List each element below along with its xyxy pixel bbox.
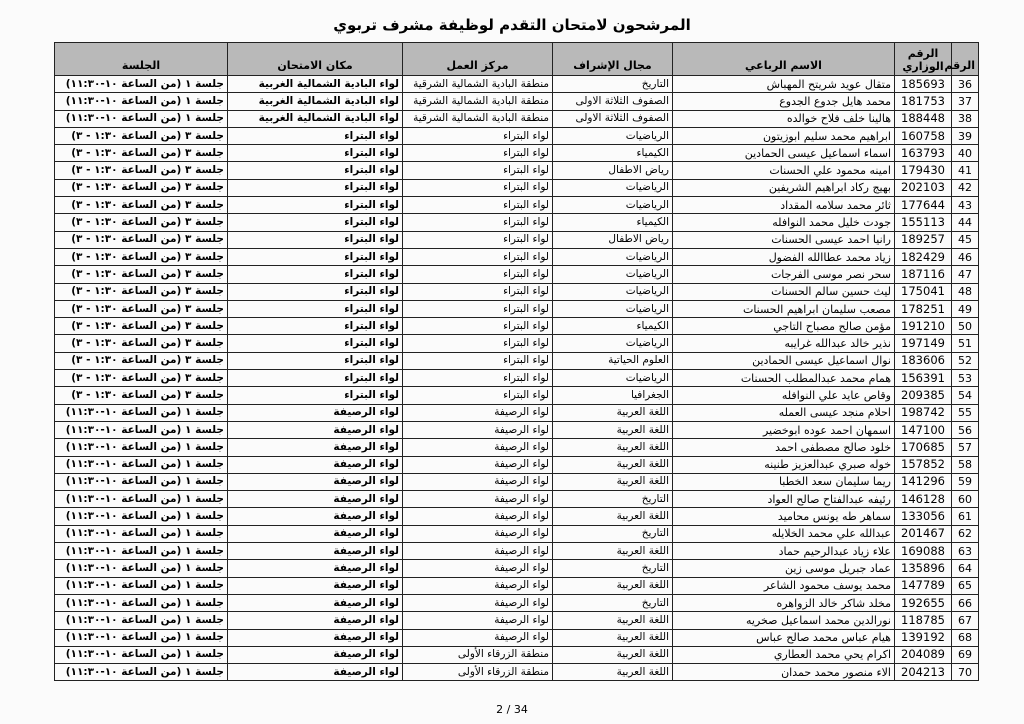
session: جلسة ٣ (من الساعة ١:٣٠ - ٣) — [55, 370, 228, 387]
work-center: لواء البتراء — [403, 179, 553, 196]
row-number: 49 — [952, 300, 979, 317]
exam-location: لواء البتراء — [228, 145, 403, 162]
row-number: 47 — [952, 266, 979, 283]
national-number: 133056 — [895, 508, 952, 525]
table-row — [55, 266, 979, 283]
supervision-field: الكيمياء — [553, 145, 673, 162]
row-number: 48 — [952, 283, 979, 300]
national-number: 147100 — [895, 421, 952, 438]
full-name: متقال عويد شريتح المهباش — [673, 76, 895, 93]
work-center: لواء الرصيفة — [403, 594, 553, 611]
work-center: لواء البتراء — [403, 127, 553, 144]
session: جلسة ١ (من الساعة ١٠-١١:٣٠) — [55, 491, 228, 508]
exam-location: لواء البتراء — [228, 283, 403, 300]
exam-location: لواء البادية الشمالية الغربية — [228, 76, 403, 93]
national-number: 118785 — [895, 612, 952, 629]
work-center: منطقة البادية الشمالية الشرقية — [403, 76, 553, 93]
row-number: 67 — [952, 612, 979, 629]
national-number: 189257 — [895, 231, 952, 248]
supervision-field: التاريخ — [553, 76, 673, 93]
full-name: خوله صبري عبدالعزيز طنينه — [673, 456, 895, 473]
full-name: ريما سليمان سعد الخطبا — [673, 473, 895, 490]
full-name: محمد هايل جدوع الجدوع — [673, 93, 895, 110]
row-number: 51 — [952, 335, 979, 352]
supervision-field: الرياضيات — [553, 335, 673, 352]
row-number: 59 — [952, 473, 979, 490]
row-number: 65 — [952, 577, 979, 594]
supervision-field: التاريخ — [553, 560, 673, 577]
national-number: 175041 — [895, 283, 952, 300]
row-number: 66 — [952, 594, 979, 611]
exam-location: لواء البتراء — [228, 197, 403, 214]
header-exam: مكان الامتحان — [228, 43, 403, 76]
table-row — [55, 318, 979, 335]
table-row — [55, 456, 979, 473]
table-row — [55, 473, 979, 490]
session: جلسة ١ (من الساعة ١٠-١١:٣٠) — [55, 664, 228, 681]
national-number: 147789 — [895, 577, 952, 594]
exam-location: لواء البتراء — [228, 318, 403, 335]
table-row — [55, 543, 979, 560]
full-name: همام محمد عبدالمطلب الحسنات — [673, 370, 895, 387]
work-center: لواء الرصيفة — [403, 560, 553, 577]
supervision-field: الصفوف الثلاثة الاولى — [553, 93, 673, 110]
full-name: رئيفه عبدالفتاح صالح العواد — [673, 491, 895, 508]
table-row — [55, 197, 979, 214]
national-number: 201467 — [895, 525, 952, 542]
work-center: لواء الرصيفة — [403, 456, 553, 473]
row-number: 62 — [952, 525, 979, 542]
exam-location: لواء الرصيفة — [228, 456, 403, 473]
work-center: لواء الرصيفة — [403, 491, 553, 508]
full-name: اسماء اسماعيل عيسى الحمادين — [673, 145, 895, 162]
work-center: لواء البتراء — [403, 266, 553, 283]
exam-location: لواء الرصيفة — [228, 508, 403, 525]
session: جلسة ١ (من الساعة ١٠-١١:٣٠) — [55, 525, 228, 542]
full-name: امينه محمود علي الحسنات — [673, 162, 895, 179]
full-name: زياد محمد عطاالله الفضول — [673, 248, 895, 265]
table-row — [55, 214, 979, 231]
national-number: 160758 — [895, 127, 952, 144]
supervision-field: الرياضيات — [553, 283, 673, 300]
supervision-field: الرياضيات — [553, 197, 673, 214]
work-center: لواء الرصيفة — [403, 421, 553, 438]
work-center: لواء الرصيفة — [403, 439, 553, 456]
row-number: 50 — [952, 318, 979, 335]
session: جلسة ٣ (من الساعة ١:٣٠ - ٣) — [55, 179, 228, 196]
supervision-field: اللغة العربية — [553, 646, 673, 663]
table-row — [55, 577, 979, 594]
supervision-field: الصفوف الثلاثة الاولى — [553, 110, 673, 127]
full-name: الاء منصور محمد حمدان — [673, 664, 895, 681]
table-row — [55, 594, 979, 611]
session: جلسة ٣ (من الساعة ١:٣٠ - ٣) — [55, 162, 228, 179]
supervision-field: اللغة العربية — [553, 612, 673, 629]
full-name: احلام منجد عيسى العمله — [673, 404, 895, 421]
exam-location: لواء الرصيفة — [228, 612, 403, 629]
work-center: لواء البتراء — [403, 387, 553, 404]
work-center: لواء البتراء — [403, 145, 553, 162]
work-center: لواء الرصيفة — [403, 612, 553, 629]
supervision-field: الكيمياء — [553, 214, 673, 231]
work-center: منطقة البادية الشمالية الشرقية — [403, 93, 553, 110]
session: جلسة ١ (من الساعة ١٠-١١:٣٠) — [55, 577, 228, 594]
row-number: 46 — [952, 248, 979, 265]
row-number: 37 — [952, 93, 979, 110]
row-number: 55 — [952, 404, 979, 421]
national-number: 177644 — [895, 197, 952, 214]
exam-location: لواء الرصيفة — [228, 543, 403, 560]
work-center: لواء البتراء — [403, 352, 553, 369]
supervision-field: العلوم الحياتية — [553, 352, 673, 369]
table-row — [55, 491, 979, 508]
row-number: 58 — [952, 456, 979, 473]
row-number: 42 — [952, 179, 979, 196]
table-row — [55, 560, 979, 577]
work-center: منطقة الزرقاء الأولى — [403, 664, 553, 681]
national-number: 156391 — [895, 370, 952, 387]
exam-location: لواء الرصيفة — [228, 646, 403, 663]
table-row — [55, 335, 979, 352]
work-center: لواء البتراء — [403, 231, 553, 248]
exam-location: لواء البتراء — [228, 266, 403, 283]
exam-location: لواء البتراء — [228, 370, 403, 387]
exam-location: لواء البتراء — [228, 387, 403, 404]
session: جلسة ١ (من الساعة ١٠-١١:٣٠) — [55, 560, 228, 577]
work-center: لواء البتراء — [403, 335, 553, 352]
table-row — [55, 145, 979, 162]
supervision-field: اللغة العربية — [553, 664, 673, 681]
session: جلسة ١ (من الساعة ١٠-١١:٣٠) — [55, 110, 228, 127]
supervision-field: اللغة العربية — [553, 439, 673, 456]
national-number: 170685 — [895, 439, 952, 456]
header-work: مركز العمل — [403, 43, 553, 76]
national-number: 179430 — [895, 162, 952, 179]
table-row — [55, 162, 979, 179]
work-center: لواء البتراء — [403, 162, 553, 179]
row-number: 69 — [952, 646, 979, 663]
exam-location: لواء الرصيفة — [228, 491, 403, 508]
national-number: 197149 — [895, 335, 952, 352]
table-row — [55, 387, 979, 404]
work-center: لواء الرصيفة — [403, 508, 553, 525]
session: جلسة ٣ (من الساعة ١:٣٠ - ٣) — [55, 283, 228, 300]
table-row — [55, 110, 979, 127]
work-center: لواء البتراء — [403, 214, 553, 231]
row-number: 44 — [952, 214, 979, 231]
supervision-field: الرياضيات — [553, 248, 673, 265]
exam-location: لواء البتراء — [228, 335, 403, 352]
session: جلسة ١ (من الساعة ١٠-١١:٣٠) — [55, 456, 228, 473]
supervision-field: اللغة العربية — [553, 421, 673, 438]
supervision-field: رياض الاطفال — [553, 162, 673, 179]
session: جلسة ١ (من الساعة ١٠-١١:٣٠) — [55, 508, 228, 525]
row-number: 60 — [952, 491, 979, 508]
row-number: 64 — [952, 560, 979, 577]
session: جلسة ١ (من الساعة ١٠-١١:٣٠) — [55, 421, 228, 438]
header-field: مجال الإشراف — [553, 43, 673, 76]
session: جلسة ٣ (من الساعة ١:٣٠ - ٣) — [55, 197, 228, 214]
supervision-field: اللغة العربية — [553, 629, 673, 646]
full-name: عبدالله علي محمد الخلايله — [673, 525, 895, 542]
row-number: 68 — [952, 629, 979, 646]
national-number: 191210 — [895, 318, 952, 335]
national-number: 183606 — [895, 352, 952, 369]
exam-location: لواء الرصيفة — [228, 421, 403, 438]
supervision-field: الرياضيات — [553, 370, 673, 387]
national-number: 192655 — [895, 594, 952, 611]
national-number: 141296 — [895, 473, 952, 490]
table-row — [55, 370, 979, 387]
table-row — [55, 300, 979, 317]
session: جلسة ٣ (من الساعة ١:٣٠ - ٣) — [55, 387, 228, 404]
work-center: لواء البتراء — [403, 318, 553, 335]
row-number: 41 — [952, 162, 979, 179]
national-number: 188448 — [895, 110, 952, 127]
session: جلسة ١ (من الساعة ١٠-١١:٣٠) — [55, 612, 228, 629]
national-number: 139192 — [895, 629, 952, 646]
supervision-field: الرياضيات — [553, 300, 673, 317]
full-name: ثائر محمد سلامه المقداد — [673, 197, 895, 214]
session: جلسة ١ (من الساعة ١٠-١١:٣٠) — [55, 473, 228, 490]
table-row — [55, 508, 979, 525]
work-center: لواء البتراء — [403, 370, 553, 387]
national-number: 155113 — [895, 214, 952, 231]
full-name: ابراهيم محمد سليم ابوزيتون — [673, 127, 895, 144]
header-national-line1: الرقم — [907, 47, 939, 60]
page-title: المرشحون لامتحان التقدم لوظيفة مشرف تربوي — [333, 16, 691, 34]
table-row — [55, 76, 979, 93]
national-number: 209385 — [895, 387, 952, 404]
full-name: مؤمن صالح مصباح التاجي — [673, 318, 895, 335]
table-row — [55, 439, 979, 456]
work-center: لواء الرصيفة — [403, 525, 553, 542]
supervision-field: الرياضيات — [553, 127, 673, 144]
national-number: 187116 — [895, 266, 952, 283]
national-number: 181753 — [895, 93, 952, 110]
supervision-field: رياض الاطفال — [553, 231, 673, 248]
table-row — [55, 231, 979, 248]
table-row — [55, 664, 979, 681]
work-center: لواء الرصيفة — [403, 473, 553, 490]
supervision-field: الكيمياء — [553, 318, 673, 335]
session: جلسة ١ (من الساعة ١٠-١١:٣٠) — [55, 543, 228, 560]
session: جلسة ٣ (من الساعة ١:٣٠ - ٣) — [55, 300, 228, 317]
exam-location: لواء البتراء — [228, 127, 403, 144]
full-name: خلود صالح مصطفى احمد — [673, 439, 895, 456]
full-name: سحر نصر موسى الفرجات — [673, 266, 895, 283]
supervision-field: التاريخ — [553, 594, 673, 611]
full-name: بهيج ركاد ابراهيم الشريفين — [673, 179, 895, 196]
full-name: نورالدين محمد اسماعيل صخريه — [673, 612, 895, 629]
exam-location: لواء الرصيفة — [228, 560, 403, 577]
national-number: 163793 — [895, 145, 952, 162]
national-number: 135896 — [895, 560, 952, 577]
exam-location: لواء الرصيفة — [228, 525, 403, 542]
candidates-table — [54, 42, 979, 681]
row-number: 53 — [952, 370, 979, 387]
full-name: رانيا احمد عيسى الحسنات — [673, 231, 895, 248]
session: جلسة ١ (من الساعة ١٠-١١:٣٠) — [55, 76, 228, 93]
full-name: جودت خليل محمد النوافله — [673, 214, 895, 231]
full-name: عماد جبريل موسى زين — [673, 560, 895, 577]
row-number: 63 — [952, 543, 979, 560]
row-number: 45 — [952, 231, 979, 248]
full-name: نذير خالد عبدالله غرايبه — [673, 335, 895, 352]
row-number: 40 — [952, 145, 979, 162]
work-center: لواء البتراء — [403, 197, 553, 214]
row-number: 38 — [952, 110, 979, 127]
full-name: هيام عباس محمد صالح عباس — [673, 629, 895, 646]
work-center: لواء البتراء — [403, 283, 553, 300]
session: جلسة ٣ (من الساعة ١:٣٠ - ٣) — [55, 127, 228, 144]
session: جلسة ٣ (من الساعة ١:٣٠ - ٣) — [55, 214, 228, 231]
table-row — [55, 248, 979, 265]
exam-location: لواء الرصيفة — [228, 594, 403, 611]
table-row — [55, 612, 979, 629]
work-center: لواء الرصيفة — [403, 577, 553, 594]
exam-location: لواء البتراء — [228, 162, 403, 179]
national-number: 204089 — [895, 646, 952, 663]
table-row — [55, 93, 979, 110]
row-number: 52 — [952, 352, 979, 369]
row-number: 54 — [952, 387, 979, 404]
national-number: 169088 — [895, 543, 952, 560]
supervision-field: التاريخ — [553, 491, 673, 508]
exam-location: لواء البتراء — [228, 300, 403, 317]
table-header-row — [55, 43, 979, 76]
work-center: لواء البتراء — [403, 300, 553, 317]
full-name: ليث حسين سالم الحسنات — [673, 283, 895, 300]
work-center: منطقة البادية الشمالية الشرقية — [403, 110, 553, 127]
work-center: منطقة الزرقاء الأولى — [403, 646, 553, 663]
session: جلسة ١ (من الساعة ١٠-١١:٣٠) — [55, 629, 228, 646]
work-center: لواء الرصيفة — [403, 543, 553, 560]
exam-location: لواء الرصيفة — [228, 404, 403, 421]
full-name: اسمهان احمد عوده ابوخضير — [673, 421, 895, 438]
national-number: 178251 — [895, 300, 952, 317]
session: جلسة ٣ (من الساعة ١:٣٠ - ٣) — [55, 318, 228, 335]
supervision-field: اللغة العربية — [553, 577, 673, 594]
supervision-field: الرياضيات — [553, 266, 673, 283]
session: جلسة ١ (من الساعة ١٠-١١:٣٠) — [55, 439, 228, 456]
session: جلسة ١ (من الساعة ١٠-١١:٣٠) — [55, 93, 228, 110]
national-number: 182429 — [895, 248, 952, 265]
full-name: مخلد شاكر خالد الزواهره — [673, 594, 895, 611]
national-number: 204213 — [895, 664, 952, 681]
header-session: الجلسة — [55, 43, 228, 76]
exam-location: لواء الرصيفة — [228, 439, 403, 456]
full-name: علاء زياد عبدالرحيم حماد — [673, 543, 895, 560]
row-number: 56 — [952, 421, 979, 438]
national-number: 185693 — [895, 76, 952, 93]
session: جلسة ٣ (من الساعة ١:٣٠ - ٣) — [55, 248, 228, 265]
row-number: 70 — [952, 664, 979, 681]
exam-location: لواء البادية الشمالية الغربية — [228, 93, 403, 110]
session: جلسة ٣ (من الساعة ١:٣٠ - ٣) — [55, 335, 228, 352]
page-number: 2 / 34 — [496, 703, 528, 716]
table-row — [55, 646, 979, 663]
exam-location: لواء البتراء — [228, 179, 403, 196]
exam-location: لواء البتراء — [228, 352, 403, 369]
supervision-field: التاريخ — [553, 525, 673, 542]
national-number: 157852 — [895, 456, 952, 473]
session: جلسة ١ (من الساعة ١٠-١١:٣٠) — [55, 404, 228, 421]
header-national-line2: الوزاري — [902, 60, 944, 73]
exam-location: لواء الرصيفة — [228, 473, 403, 490]
table-row — [55, 421, 979, 438]
exam-location: لواء البتراء — [228, 231, 403, 248]
supervision-field: اللغة العربية — [553, 508, 673, 525]
supervision-field: اللغة العربية — [553, 543, 673, 560]
table-row — [55, 127, 979, 144]
table-row — [55, 283, 979, 300]
full-name: مصعب سليمان ابراهيم الحسنات — [673, 300, 895, 317]
table-row — [55, 179, 979, 196]
exam-location: لواء البادية الشمالية الغربية — [228, 110, 403, 127]
session: جلسة ٣ (من الساعة ١:٣٠ - ٣) — [55, 266, 228, 283]
work-center: لواء الرصيفة — [403, 629, 553, 646]
full-name: محمد يوسف محمود الشاعر — [673, 577, 895, 594]
table-row — [55, 352, 979, 369]
supervision-field: اللغة العربية — [553, 456, 673, 473]
supervision-field: الجغرافيا — [553, 387, 673, 404]
full-name: نوال اسماعيل عيسى الحمادين — [673, 352, 895, 369]
row-number: 61 — [952, 508, 979, 525]
table-row — [55, 525, 979, 542]
row-number: 39 — [952, 127, 979, 144]
supervision-field: اللغة العربية — [553, 404, 673, 421]
national-number: 146128 — [895, 491, 952, 508]
supervision-field: اللغة العربية — [553, 473, 673, 490]
row-number: 57 — [952, 439, 979, 456]
table-row — [55, 404, 979, 421]
session: جلسة ١ (من الساعة ١٠-١١:٣٠) — [55, 646, 228, 663]
session: جلسة ٣ (من الساعة ١:٣٠ - ٣) — [55, 145, 228, 162]
work-center: لواء البتراء — [403, 248, 553, 265]
exam-location: لواء البتراء — [228, 248, 403, 265]
full-name: سماهر طه يونس محاميد — [673, 508, 895, 525]
row-number: 43 — [952, 197, 979, 214]
exam-location: لواء الرصيفة — [228, 629, 403, 646]
session: جلسة ٣ (من الساعة ١:٣٠ - ٣) — [55, 231, 228, 248]
header-national-number — [895, 43, 952, 76]
supervision-field: الرياضيات — [553, 179, 673, 196]
row-number: 36 — [952, 76, 979, 93]
table-row — [55, 629, 979, 646]
full-name: اكرام يحي محمد العطاري — [673, 646, 895, 663]
full-name: وقاص عايد علي النوافله — [673, 387, 895, 404]
national-number: 202103 — [895, 179, 952, 196]
full-name: هالينا خلف فلاح خوالده — [673, 110, 895, 127]
exam-location: لواء الرصيفة — [228, 577, 403, 594]
session: جلسة ١ (من الساعة ١٠-١١:٣٠) — [55, 594, 228, 611]
header-num: الرقم — [952, 43, 979, 76]
national-number: 198742 — [895, 404, 952, 421]
exam-location: لواء الرصيفة — [228, 664, 403, 681]
exam-location: لواء البتراء — [228, 214, 403, 231]
header-name: الاسم الرباعي — [673, 43, 895, 76]
session: جلسة ٣ (من الساعة ١:٣٠ - ٣) — [55, 352, 228, 369]
work-center: لواء الرصيفة — [403, 404, 553, 421]
